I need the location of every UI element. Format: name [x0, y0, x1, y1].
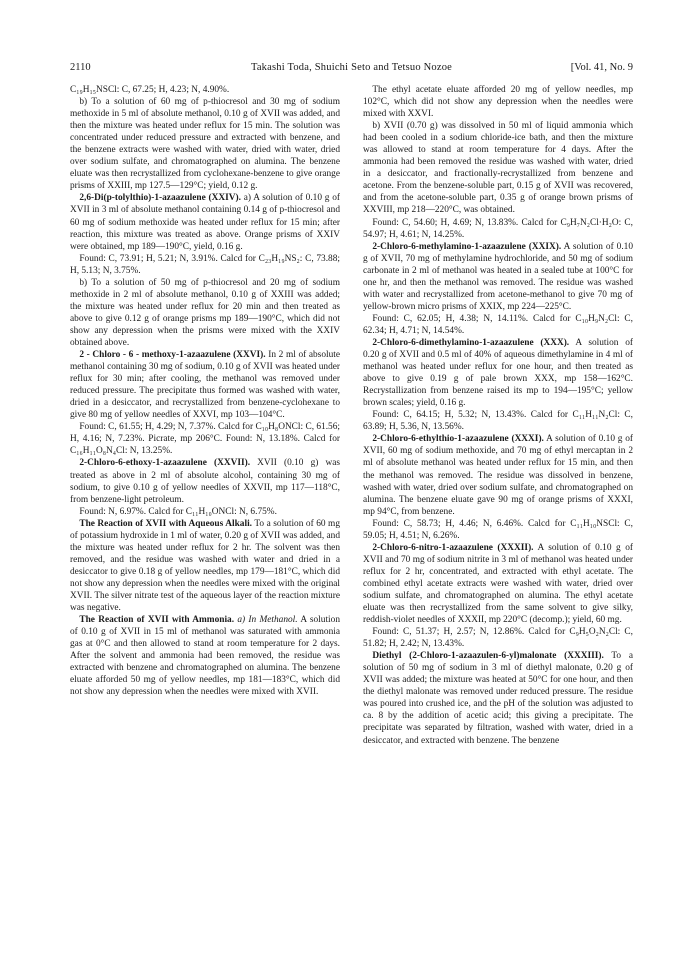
paragraph	[363, 542, 633, 626]
subheading: a) In Methanol.	[234, 615, 298, 626]
section-heading: The Reaction of XVII with Aqueous Alkali.	[79, 518, 253, 529]
analysis-line: Found: C, 61.55; H, 4.29; N, 7.37%. Calcd for C₁₀H₈ONCl: C, 61.56; H, 4.16; N, 7.23%. Picrate, mp 206°C. Found: N, 13.18%. Calcd for C₁₆H₁₁O₈N₄Cl: N, 13.25%.	[70, 422, 340, 457]
compound-heading: 2-Chloro-6-methylamino-1-azaazulene (XXIX).	[372, 241, 562, 252]
paragraph	[70, 349, 340, 421]
analysis-line: Found: C, 73.91; H, 5.21; N, 3.91%. Calcd for C₂₃H₁₉NS₂: C, 73.88; H, 5.13; N, 3.75%.	[70, 253, 340, 276]
paragraph: b) XVII (0.70 g) was dissolved in 50 ml of liquid ammonia which had been cooled in a sodium chloride-ice bath, and then the mixture was allowed to stand at room temperature for 4 days. After the ammonia had been removed the residue was washed with water, dried in a desiccator, and fractionally-recrystallized from benzene and acetone. From the benzene-soluble part, 0.15 g of XVII was recovered, and from the acetone-soluble part, 0.35 g of orange brown prisms of XXVIII, mp 218—220°C, was obtained.	[363, 121, 633, 216]
analysis-line: Found: C, 54.60; H, 4.69; N, 13.83%. Calcd for C₉H₇N₂Cl·H₂O: C, 54.97; H, 4.61; N, 14.25%.	[363, 217, 633, 240]
paragraph	[363, 433, 633, 517]
paragraph: The ethyl acetate eluate afforded 20 mg of yellow needles, mp 102°C, which did not show any depression when the needles were mixed with XXVI.	[363, 85, 633, 120]
paragraph-text: In 2 ml of absolute methanol containing 30 mg of sodium, 0.10 g of XVII was heated under reflux for 30 min; after cooling, the methanol was removed under reduced pressure. The precipitate thus formed was washed with water, dried in a desiccator, and recrystallized from benzene-cyclohexane to give 80 mg of yellow needles of XXVI, mp 103—104°C.	[70, 350, 341, 421]
paragraph-text: XVII (0.10 g) was treated as above in 2 ml of absolute alcohol, containing 30 mg of sodium, to give 0.10 g of yellow needles of XXVII, mp 117—118°C, from benzene-light petroleum.	[70, 458, 340, 505]
compound-heading: 2-Chloro-6-dimethylamino-1-azaazulene (XXX).	[372, 337, 570, 348]
paragraph	[70, 614, 340, 698]
analysis-line: Found: C, 51.37; H, 2.57; N, 12.86%. Calcd for C₉H₅O₂N₂Cl: C, 51.82; H, 2.42; N, 13.43%.	[363, 627, 633, 650]
left-column	[70, 84, 340, 698]
compound-heading: 2-Chloro-6-ethoxy-1-azaazulene (XXVII).	[79, 458, 251, 469]
analysis-line: Found: C, 62.05; H, 4.38; N, 14.11%. Calcd for C₁₀H₉N₂Cl: C, 62.34; H, 4.71; N, 14.54%.	[363, 313, 633, 336]
page-header	[70, 62, 633, 78]
page-number: 2110	[70, 62, 91, 73]
paragraph	[363, 650, 633, 746]
paragraph: b) To a solution of 60 mg of p-thiocresol and 30 mg of sodium methoxide in 5 ml of absolute methanol, 0.10 g of XVII was added, and then the mixture was heated under reflux for 15 min. The solution was concentrated under reduced pressure and extracted with benzene, and the benzene extracts were washed with water, dried with water, dried over sodium sulfate, and chromatographed on alumina. The benzene eluate was then recrystallized from cyclohexane-benzene to give orange prisms of XXIII, mp 127.5—129°C; yield, 0.12 g.	[70, 97, 340, 192]
paragraph	[70, 457, 340, 505]
compound-heading: 2-Chloro-6-ethylthio-1-azaazulene (XXXI).	[372, 434, 544, 445]
analysis-line: Found: N, 6.97%. Calcd for C₁₁H₁₀ONCl: N, 6.75%.	[79, 506, 277, 517]
paragraph-text: To a solution of 60 mg of potassium hydroxide in 1 ml of water, 0.20 g of XVII was added, and the mixture was heated under reflux for 2 hr. The solvent was then removed, and the residue was washed with water and dried in a desiccator to give 0.18 g of yellow needles, mp 179—181°C, which did not show any depression when the needles were mixed with the original XVII. The silver nitrate test of the aqueous layer of the reaction mixture was negative.	[70, 518, 340, 614]
paragraph	[363, 241, 633, 313]
analysis-line: Found: C, 58.73; H, 4.46; N, 6.46%. Calcd for C₁₁H₁₀NSCl: C, 59.05; H, 4.51; N, 6.26%.	[363, 518, 633, 541]
paragraph-text: A solution of 0.10 g of XVII and 70 mg of sodium nitrite in 3 ml of methanol was heated under reflux for 2 hr, concentrated, and extracted with ethyl acetate. The combined ethyl acetate extracts were washed with water, dried over sodium sulfate, and chromatographed on alumina. The ethyl acetate eluate was then recrystallized from the same solvent to give silky, reddish-violet needles of XXXII, mp 220°C (decomp.); yield, 60 mg.	[363, 542, 633, 626]
paragraph	[70, 192, 340, 252]
compound-heading: Diethyl (2-Chloro-1-azaazulen-6-yl)malonate (XXXIII).	[372, 651, 604, 662]
paragraph: b) To a solution of 50 mg of p-thiocresol and 20 mg of sodium methoxide in 2 ml of absolute methanol, 0.10 g of XXIII was added; the mixture was heated under reflux for 20 min and then treated as above to give 0.12 g of orange prisms mp 189—190°C, which did not show any depression when the prisms were mixed with the XXIV obtained above.	[70, 277, 340, 348]
compound-heading: 2 - Chloro - 6 - methoxy-1-azaazulene (XXVI).	[79, 350, 266, 361]
paragraph-text: To a solution of 50 mg of sodium in 3 ml of diethyl malonate, 0.20 g of XVII was added; the mixture was heated at 50°C for one hour, and then the diethyl malonate was removed under reduced pressure. The residue was poured into crushed ice, and the pH of the solution was adjusted to ca. 8 by the addition of acetic acid; this giving a precipitate. The precipitate was separated by filtration, washed with water, dried in a desiccator, and extracted with benzene. The benzene	[363, 651, 633, 746]
paragraph	[363, 337, 633, 409]
section-heading: The Reaction of XVII with Ammonia.	[79, 615, 235, 626]
volume-issue: [Vol. 41, No. 9	[570, 62, 633, 73]
paragraph-text: A solution of 0.10 g of XVII, 70 mg of methylamine hydrochloride, and 50 mg of sodium carbonate in 2 ml of methanol was heated in a sealed tube at 100°C for one hr, and then the methanol was removed. The residue was washed with water and recrystallized from acetone-methanol to give 70 mg of yellow-brown micro prisms of XXIX, mp 224—225°C.	[363, 241, 633, 312]
compound-heading: 2-Chloro-6-nitro-1-azaazulene (XXXII).	[372, 542, 534, 553]
paragraph: C₁₉H₁₅NSCl: C, 67.25; H, 4.23; N, 4.90%.	[70, 85, 230, 95]
paragraph-text: A solution of 0.10 g of XVII, 60 mg of sodium methoxide, and 70 mg of ethyl mercaptan in 2 ml of absolute methanol was heated under reflux for 15 min, and then the methanol was removed. The residue was dissolved in benzene, washed with water, dried over sodium sulfate, and chromatographed on alumina. The benzene eluate gave 90 mg of orange prisms of XXXI, mp 94°C, from benzene.	[363, 434, 634, 517]
running-title: Takashi Toda, Shuichi Seto and Tetsuo Nozoe	[250, 62, 453, 73]
paragraph-text: A solution of 0.10 g of XVII in 15 ml of methanol was saturated with ammonia gas at 0°C and then allowed to stand at room temperature for 2 days. After the solvent and ammonia had been removed, the residue was extracted with benzene and chromatographed on alumina. The benzene eluate afforded 50 mg of yellow needles, mp 181—183°C, which did not show any depression when the needles were mixed with XVII.	[70, 615, 340, 698]
paragraph-text: a) A solution of 0.10 g of XVII in 3 ml of absolute methanol containing 0.14 g of p-thiocresol and 60 mg of sodium methoxide was heated under reflux for 15 min; after reaction, this mixture was treated as above. Orange prisms of XXIV were obtained, mp 189—190°C, yield, 0.16 g.	[70, 193, 341, 252]
paragraph	[70, 518, 340, 614]
analysis-line: Found: C, 64.15; H, 5.32; N, 13.43%. Calcd for C₁₁H₁₁N₂Cl: C, 63.89; H, 5.36, N, 13.56%.	[363, 410, 633, 433]
right-column	[363, 84, 633, 747]
compound-heading: 2,6-Di(p-tolylthio)-1-azaazulene (XXIV).	[79, 193, 241, 204]
paragraph-text: A solution of 0.20 g of XVII and 0.5 ml of 40% of aqueous dimethylamine in 4 ml of methanol was heated under reflux for one hour, and then treated as above to give 0.19 g of pale brown XXX, mp 158—162°C. Recrystallization from benzene raised its mp to 194—195°C; yellow brown scales; yield, 0.16 g.	[363, 337, 633, 409]
